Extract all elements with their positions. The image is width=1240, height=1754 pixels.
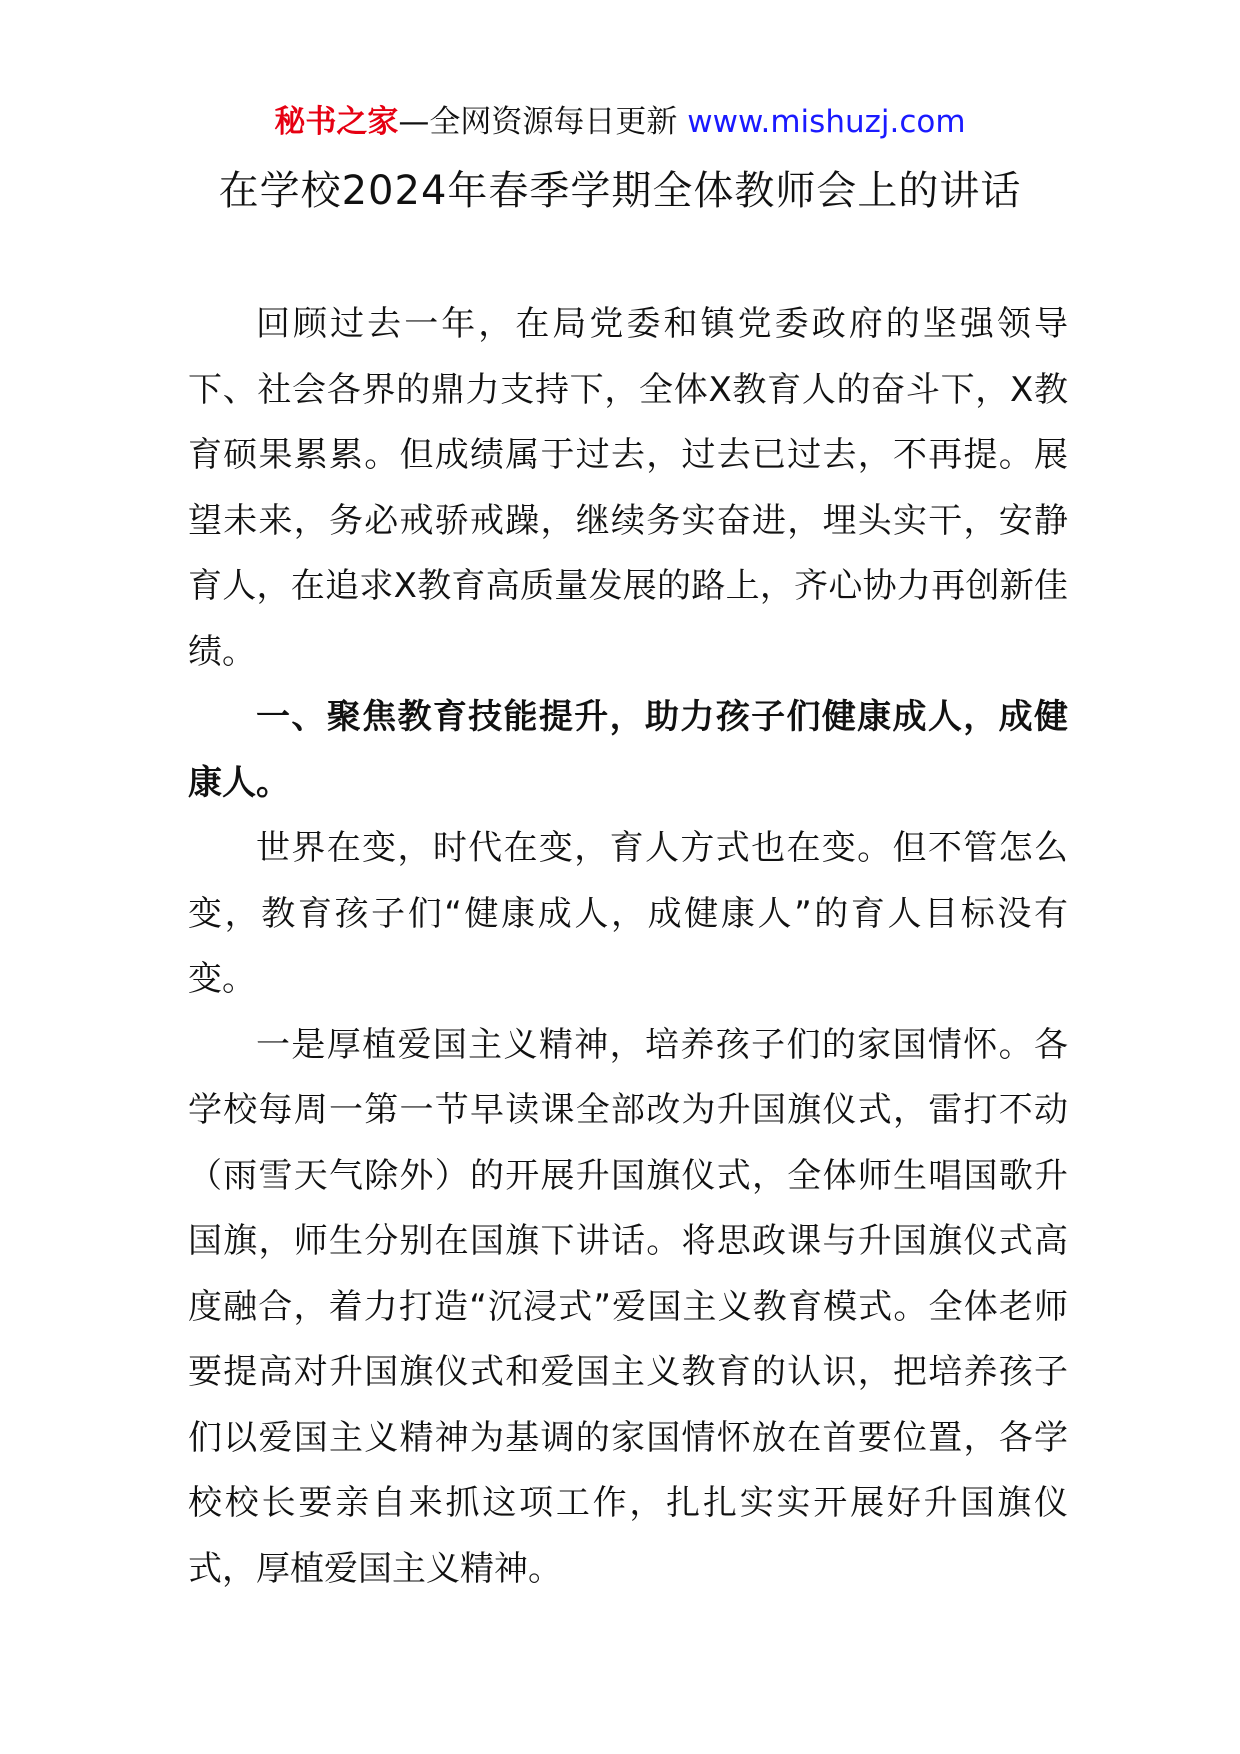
section-heading-1: 一、聚焦教育技能提升，助力孩子们健康成人，成健康人。 [188, 697, 1068, 803]
document-title: 在学校2024年春季学期全体教师会上的讲话 [218, 168, 1022, 214]
site-header [0, 100, 1240, 144]
site-brand: 秘书之家 [274, 104, 399, 140]
body-paragraph: 世界在变，时代在变，育人方式也在变。但不管怎么变，教育孩子们“健康成人，成健康人”的育人目标没有变。 [188, 828, 1068, 999]
body-paragraph: 一是厚植爱国主义精神，培养孩子们的家国情怀。各学校每周一第一节早读课全部改为升国旗仪式，雷打不动（雨雪天气除外）的开展升国旗仪式，全体师生唱国歌升国旗，师生分别在国旗下讲话。将思政课与升国旗仪式高度融合，着力打造“沉浸式”爱国主义教育模式。全体老师要提高对升国旗仪式和爱国主义教育的认识，把培养孩子们以爱国主义精神为基调的家国情怀放在首要位置，各学校校长要亲自来抓这项工作，扎扎实实开展好升国旗仪式，厚植爱国主义精神。 [188, 1024, 1068, 1589]
document-body [188, 292, 1068, 1602]
site-tagline: —全网资源每日更新 [398, 104, 678, 140]
intro-paragraph: 回顾过去一年，在局党委和镇党委政府的坚强领导下、社会各界的鼎力支持下，全体X教育人的奋斗下，X教育硕果累累。但成绩属于过去，过去已过去，不再提。展望未来，务必戒骄戒躁，继续务实奋进，埋头实干，安静育人，在追求X教育高质量发展的路上，齐心协力再创新佳绩。 [188, 304, 1068, 672]
site-url-link[interactable]: www.mishuzj.com [687, 104, 966, 140]
